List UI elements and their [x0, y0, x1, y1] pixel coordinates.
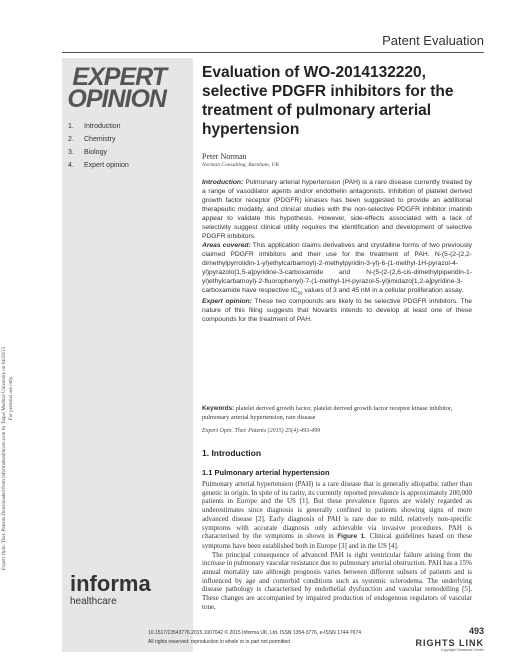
subsection-heading: 1.1 Pulmonary arterial hypertension: [202, 468, 330, 477]
abstract-areas-covered: [202, 241, 472, 297]
abstract-areas-text: This application claims derivatives and crystalline forms of two previously claimed PDGFR inhibitors and their use for the treatment of PAH. N-(5-(2-(2,2-dimethylpyrrolidin-1-yl)ethylcarbamoyl)-2-methylpyridin-3-yl)-6-(1-methyl-1H-pyrazol-4-yl)pyrazolo[1,5-a]pyridine-3-carboxamide and N-(5-(2-(2,6-cis-dimethylpiperidin-1-yl)ethylcarbamoyl)-2-fluorophenyl)-7-(1-methyl-1H-pyrazol-5-yl)imidazo[1,2-a]pyridine-3-carboxamide have respective IC: [202, 242, 472, 294]
abstract: [202, 178, 472, 324]
section-label: Patent Evaluation: [382, 33, 484, 48]
toc-number: 3.: [68, 149, 74, 156]
journal-logo: [66, 63, 166, 113]
body-text: [202, 480, 472, 612]
citation: Expert Opin. Ther. Patents (2015) 25(4):493-499: [202, 428, 321, 434]
abstract-areas-subscript: 50: [297, 290, 303, 296]
keywords-text: platelet derived growth factor, platelet derived growth factor receptor kinase inhibitor, pulmonary arterial hypertension, rare disease: [202, 405, 453, 421]
author-affiliation: Norman Consulting, Burnham, UK: [202, 162, 280, 168]
body-p1-b: . Clinical guidelines based on these symptoms have been established both in Europe [3] and in the US [4].: [202, 532, 472, 550]
download-stamp: [2, 150, 28, 570]
toc-label: Chemistry: [84, 136, 116, 143]
toc-item-biology[interactable]: [68, 149, 129, 162]
toc-item-chemistry[interactable]: [68, 136, 129, 149]
rightslink-logo[interactable]: RIGHTS LINK: [415, 638, 484, 648]
toc-number: 2.: [68, 136, 74, 143]
abstract-areas-label: Areas covered:: [202, 242, 251, 249]
toc-label: Expert opinion: [84, 162, 129, 169]
abstract-intro-text: Pulmonary arterial hypertension (PAH) is a rare disease currently treated by a range of vasodilator agents and/or endothelin antagonists. Inhibition of platelet derived growth factor receptor (PDGFR) kinases has been suggested to provide an additional therapeutic modality, and clinical studies with the non-selective PDGFR inhibitor imatinib appear to validate this hypothesis. However, side-effects associated with a lack of selectivity suggest clinical utility requires the identification and development of selective PDGFR inhibitors.: [202, 179, 472, 240]
download-stamp-line2: For personal use only.: [8, 375, 14, 420]
toc-item-expert-opinion[interactable]: [68, 162, 129, 175]
abstract-expert-text: These two compounds are likely to be selective PDGFR inhibitors. The nature of this filing suggests that Novartis intends to develop at least one of these compounds for the treatment of PAH.: [202, 298, 472, 324]
figure-reference-link[interactable]: Figure 1: [337, 533, 365, 541]
keywords-label: Keywords:: [202, 405, 235, 412]
toc-number: 4.: [68, 162, 74, 169]
header-divider: [62, 52, 484, 53]
article-author: Peter Norman: [202, 152, 247, 161]
abstract-introduction: [202, 178, 472, 241]
abstract-areas-text-end: values of 3 and 45 nM in a cellular proliferation assay.: [302, 287, 464, 294]
article-title: Evaluation of WO-2014132220, selective PDGFR inhibitors for the treatment of pulmonary arterial hypertension: [202, 64, 454, 138]
toc-label: Biology: [84, 149, 107, 156]
table-of-contents: [68, 123, 129, 175]
body-paragraph-1: [202, 480, 472, 551]
download-stamp-line1: Expert Opin. Ther. Patents Downloaded from informahealthcare.com by Taipei Medical University on 04/20/15: [2, 346, 7, 570]
abstract-expert-opinion: [202, 297, 472, 324]
footer-rights: All rights reserved: reproduction in whole or in part not permitted: [148, 639, 291, 645]
publisher-name: informa: [70, 571, 151, 596]
footer-doi: 10.1517/13543776.2015.1007042 © 2015 Informa UK, Ltd. ISSN 1354-3776, e-ISSN 1744-7674: [148, 630, 362, 636]
keywords: [202, 405, 472, 422]
publisher-logo: [70, 573, 151, 607]
logo-line1: EXPERT: [72, 63, 166, 91]
toc-item-introduction[interactable]: [68, 123, 129, 136]
toc-label: Introduction: [84, 123, 121, 130]
abstract-intro-label: Introduction:: [202, 179, 244, 186]
body-p1-a: Pulmonary arterial hypertension (PAH) is a rare disease that is generally idiopathic rather than genetic in origin. In spite of its rarity, its currently reported prevalence is approximately 200,000 patients in Europe and the US [1]. But these prevalence figures are widely regarded as underestimates since diagnosis is generally confined to patients showing signs of more advanced disease [2]. Early diagnosis of PAH is rare due to mild, relatively non-specific symptoms with accurate diagnosis only achievable via invasive procedures. PAH is characterised by the symptoms in shown in: [202, 480, 472, 541]
abstract-expert-label: Expert opinion:: [202, 298, 252, 306]
toc-number: 1.: [68, 123, 74, 130]
rightslink-tagline: Copyright Clearance Center: [440, 648, 484, 652]
publisher-subname: healthcare: [70, 596, 117, 607]
section-heading: 1. Introduction: [202, 448, 262, 458]
page-number: 493: [468, 626, 484, 636]
logo-line2: OPINION: [67, 85, 166, 113]
body-paragraph-2: The principal consequence of advanced PAH is right ventricular failure arising from the increase in pulmonary vascular resistance due to pulmonary arterial obstruction. PAH has a 15% annual mortality rate although prognosis varies between different subsets of patients and is influenced by age and comorbid conditions such as systemic sclerodema. The underlying disease pathology is characterised by endothelial dysfunction and vascular remodelling [5]. These changes are accompanied by impaired production of endogenous regulators of vascular tone,: [202, 550, 472, 611]
